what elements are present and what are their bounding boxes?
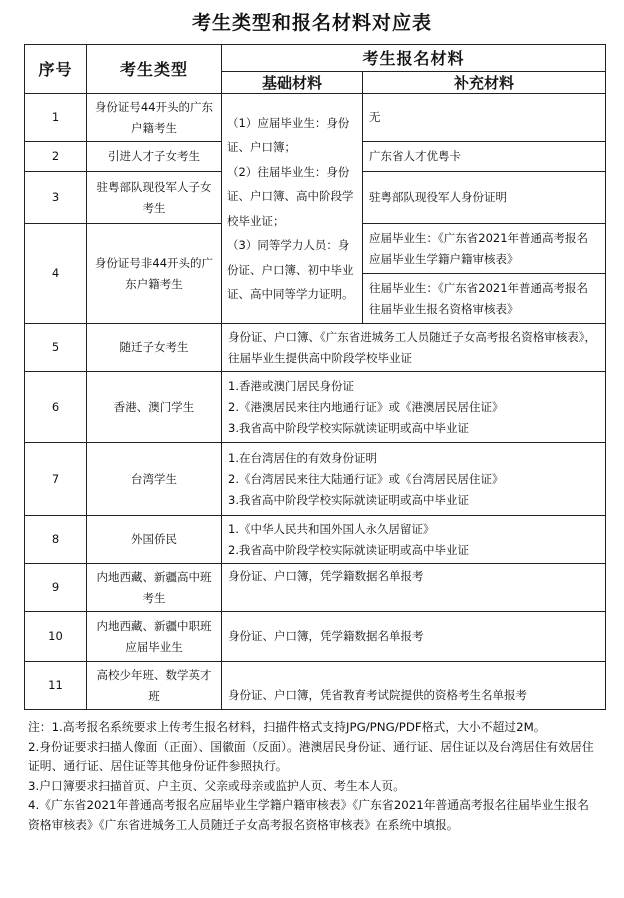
table-row bbox=[25, 516, 606, 564]
extra-materials: 广东省人才优粤卡 bbox=[363, 142, 606, 172]
header-type: 考生类型 bbox=[87, 45, 222, 94]
material-line: 2.《港澳居民来往内地通行证》或《港澳居民居住证》 bbox=[228, 399, 504, 414]
row-number: 9 bbox=[25, 564, 87, 612]
table-row bbox=[25, 662, 606, 710]
row-number: 10 bbox=[25, 612, 87, 662]
row-number: 5 bbox=[25, 324, 87, 372]
student-type: 随迁子女考生 bbox=[87, 324, 222, 372]
material-line: 2.《台湾居民来往大陆通行证》或《台湾居民居住证》 bbox=[228, 471, 504, 486]
basic-line: （1）应届毕业生：身份证、户口簿； bbox=[227, 115, 350, 154]
material-line: 1.在台湾居住的有效身份证明 bbox=[228, 450, 377, 465]
notes bbox=[28, 718, 600, 836]
student-type: 内地西藏、新疆中职班应届毕业生 bbox=[87, 612, 222, 662]
row-number: 6 bbox=[25, 372, 87, 443]
row-number: 2 bbox=[25, 142, 87, 172]
student-type: 香港、澳门学生 bbox=[87, 372, 222, 443]
materials-cell: 身份证、户口簿、《广东省进城务工人员随迁子女高考报名资格审核表》，往届毕业生提供高中阶段学校毕业证 bbox=[222, 324, 606, 372]
material-line: 3.我省高中阶段学校实际就读证明或高中毕业证 bbox=[228, 420, 469, 435]
row-number: 7 bbox=[25, 443, 87, 516]
header-row bbox=[25, 45, 606, 72]
extra-materials: 驻粤部队现役军人身份证明 bbox=[363, 172, 606, 224]
table-row bbox=[25, 443, 606, 516]
student-type: 高校少年班、数学英才班 bbox=[87, 662, 222, 710]
materials-cell: 身份证、户口簿，凭学籍数据名单报考 bbox=[222, 564, 606, 612]
extra-materials: 往届毕业生：《广东省2021年普通高考报名往届毕业生报名资格审核表》 bbox=[363, 274, 606, 324]
material-line: 3.我省高中阶段学校实际就读证明或高中毕业证 bbox=[228, 492, 469, 507]
material-line: 1.香港或澳门居民身份证 bbox=[228, 378, 354, 393]
material-line: 1.《中华人民共和国外国人永久居留证》 bbox=[228, 521, 435, 536]
table-row bbox=[25, 324, 606, 372]
row-number: 11 bbox=[25, 662, 87, 710]
extra-materials: 无 bbox=[363, 94, 606, 142]
table-row bbox=[25, 564, 606, 612]
student-type: 身份证号44开头的广东户籍考生 bbox=[87, 94, 222, 142]
student-type: 驻粤部队现役军人子女考生 bbox=[87, 172, 222, 224]
materials-cell: 身份证、户口簿，凭学籍数据名单报考 bbox=[222, 612, 606, 662]
student-type: 外国侨民 bbox=[87, 516, 222, 564]
basic-line: （2）往届毕业生：身份证、户口簿、高中阶段学校毕业证； bbox=[227, 164, 354, 228]
materials-cell: 身份证、户口簿，凭省教育考试院提供的资格考生名单报考 bbox=[222, 662, 606, 710]
row-number: 3 bbox=[25, 172, 87, 224]
basic-materials bbox=[222, 94, 363, 324]
basic-line: （3）同等学力人员：身份证、户口簿、初中毕业证、高中同等学力证明。 bbox=[227, 238, 354, 301]
table-row bbox=[25, 94, 606, 142]
extra-materials: 应届毕业生：《广东省2021年普通高考报名应届毕业生学籍户籍审核表》 bbox=[363, 224, 606, 274]
header-materials: 考生报名材料 bbox=[222, 45, 606, 72]
materials-cell bbox=[222, 516, 606, 564]
student-type: 身份证号非44开头的广东户籍考生 bbox=[87, 224, 222, 324]
materials-cell bbox=[222, 443, 606, 516]
note-item: 3.户口簿要求扫描首页、户主页、父亲或母亲或监护人页、考生本人页。 bbox=[28, 778, 405, 793]
page-title: 考生类型和报名材料对应表 bbox=[191, 12, 432, 34]
header-no: 序号 bbox=[25, 45, 87, 94]
materials-cell bbox=[222, 372, 606, 443]
student-type: 引进人才子女考生 bbox=[87, 142, 222, 172]
materials-table bbox=[24, 44, 606, 710]
row-number: 8 bbox=[25, 516, 87, 564]
header-basic: 基础材料 bbox=[222, 72, 363, 94]
material-line: 2.我省高中阶段学校实际就读证明或高中毕业证 bbox=[228, 542, 469, 557]
student-type: 内地西藏、新疆高中班考生 bbox=[87, 564, 222, 612]
note-item: 2.身份证要求扫描人像面（正面）、国徽面（反面）。港澳居民身份证、通行证、居住证以及台湾居住有效居住证明、通行证、居住证等其他身份证件参照执行。 bbox=[28, 739, 594, 774]
note-item: 注：1.高考报名系统要求上传考生报名材料，扫描件格式支持JPG/PNG/PDF格式，大小不超过2M。 bbox=[28, 720, 546, 734]
row-number: 1 bbox=[25, 94, 87, 142]
table-row bbox=[25, 372, 606, 443]
row-number: 4 bbox=[25, 224, 87, 324]
table-row bbox=[25, 612, 606, 662]
header-extra: 补充材料 bbox=[363, 72, 606, 94]
note-item: 4.《广东省2021年普通高考报名应届毕业生学籍户籍审核表》《广东省2021年普通高考报名往届毕业生报名资格审核表》《广东省进城务工人员随迁子女高考报名资格审核表》在系统中填报。 bbox=[28, 798, 589, 832]
student-type: 台湾学生 bbox=[87, 443, 222, 516]
